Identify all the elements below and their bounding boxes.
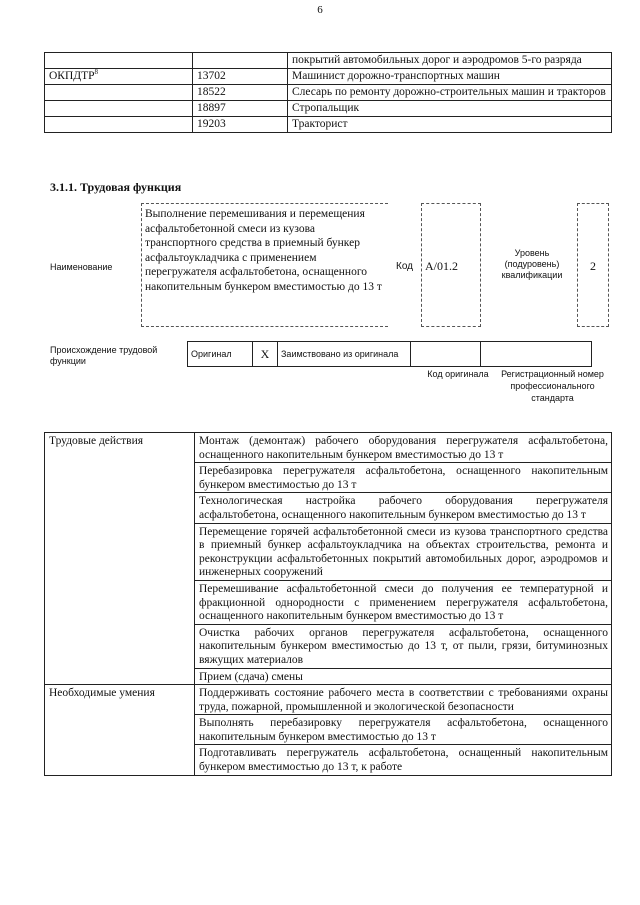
item-text: Монтаж (демонтаж) рабочего оборудования перегружателя асфальтобетона, оснащенного накопительным бункером вместимостью до 13 т (195, 433, 612, 463)
section-title: 3.1.1. Трудовая функция (50, 180, 182, 194)
okz-group-name: ОКПДТР (49, 70, 95, 82)
orig-code-caption: Код оригинала (427, 369, 489, 379)
item-text: Очистка рабочих органов перегружателя асфальтобетона, оснащенного накопительным бункером вместимостью до 13 т, от пыли, грязи, битуминозных вяжущих материалов (195, 624, 612, 668)
group-label: Необходимые умения (45, 685, 195, 776)
okz-code-cell (193, 53, 288, 69)
name-label: Наименование (50, 262, 113, 272)
level-label: Уровень (подуровень) квалификации (501, 248, 563, 280)
okz-group-cell (45, 69, 193, 85)
original-label: Оригинал (188, 342, 253, 367)
page-number: 6 (317, 4, 323, 16)
item-text: Прием (сдача) смены (195, 668, 612, 685)
okz-group-cell (45, 101, 193, 117)
origin-label: Происхождение трудовой функции (50, 345, 158, 366)
item-text: Перебазировка перегружателя асфальтобетона, оснащенного накопительным бункером вместимостью до 13 т (195, 463, 612, 493)
okz-row (45, 117, 612, 133)
okz-title-cell: Слесарь по ремонту дорожно-строительных машин и тракторов (288, 85, 612, 101)
okz-code-cell: 19203 (193, 117, 288, 133)
item-text: Подготавливать перегружатель асфальтобетона, оснащенный накопительным бункером вместимостью до 13 т, к работе (195, 745, 612, 775)
function-code: А/01.2 (425, 259, 458, 273)
reg-number-cell (481, 342, 592, 367)
original-mark: X (253, 342, 278, 367)
item-text: Перемещение горячей асфальтобетонной смеси из кузова транспортного средства в приемный бункер асфальтоукладчика на объектах строительства, ремонта и реконструкции асфальтобетонных покрытий автомобильных дорог, аэродромов и инженерных сооружений (195, 523, 612, 580)
origin-table (187, 341, 592, 367)
labor-action-row (45, 433, 612, 463)
skill-row (45, 685, 612, 715)
okz-title-cell: покрытий автомобильных дорог и аэродромов 5-го разряда (288, 53, 612, 69)
okz-code-cell: 18897 (193, 101, 288, 117)
function-name: Выполнение перемешивания и перемещения асфальтобетонной смеси из кузова транспортного средства в приемный бункер асфальтоукладчика с применением перегружателя асфальтобетона, оснащенного накопительным бункером вместимостью до 13 т (145, 208, 382, 293)
item-text: Выполнять перебазировку перегружателя асфальтобетона, оснащенного накопительным бункером вместимостью до 13 т (195, 715, 612, 745)
okz-title-cell: Машинист дорожно-транспортных машин (288, 69, 612, 85)
okz-row (45, 85, 612, 101)
okz-group-cell (45, 117, 193, 133)
orig-code-cell (411, 342, 481, 367)
okz-row (45, 69, 612, 85)
reg-number-caption: Регистрационный номер профессионального стандарта (501, 369, 604, 403)
qualification-level: 2 (590, 259, 596, 273)
okz-row (45, 53, 612, 69)
main-table (44, 432, 612, 776)
okz-title-cell: Тракторист (288, 117, 612, 133)
borrowed-label: Заимствовано из оригинала (278, 342, 411, 367)
okz-title-cell: Стропальщик (288, 101, 612, 117)
okz-code-cell: 18522 (193, 85, 288, 101)
okz-group-cell (45, 53, 193, 69)
okz-code-cell: 13702 (193, 69, 288, 85)
item-text: Технологическая настройка рабочего оборудования перегружателя асфальтобетона, оснащенного накопительным бункером вместимостью до 13 т (195, 493, 612, 523)
okz-table (44, 52, 612, 133)
item-text: Поддерживать состояние рабочего места в соответствии с требованиями охраны труда, пожарной, промышленной и экологической безопасности (195, 685, 612, 715)
okz-row (45, 101, 612, 117)
footnote-ref: 8 (94, 68, 99, 76)
code-label: Код (396, 261, 414, 272)
okz-group-cell (45, 85, 193, 101)
item-text: Перемешивание асфальтобетонной смеси до получения ее температурной и фракционной однородности с применением перегружателя асфальтобетона, оснащенного накопительным бункером вместимостью до 13 т (195, 580, 612, 624)
group-label: Трудовые действия (45, 433, 195, 685)
